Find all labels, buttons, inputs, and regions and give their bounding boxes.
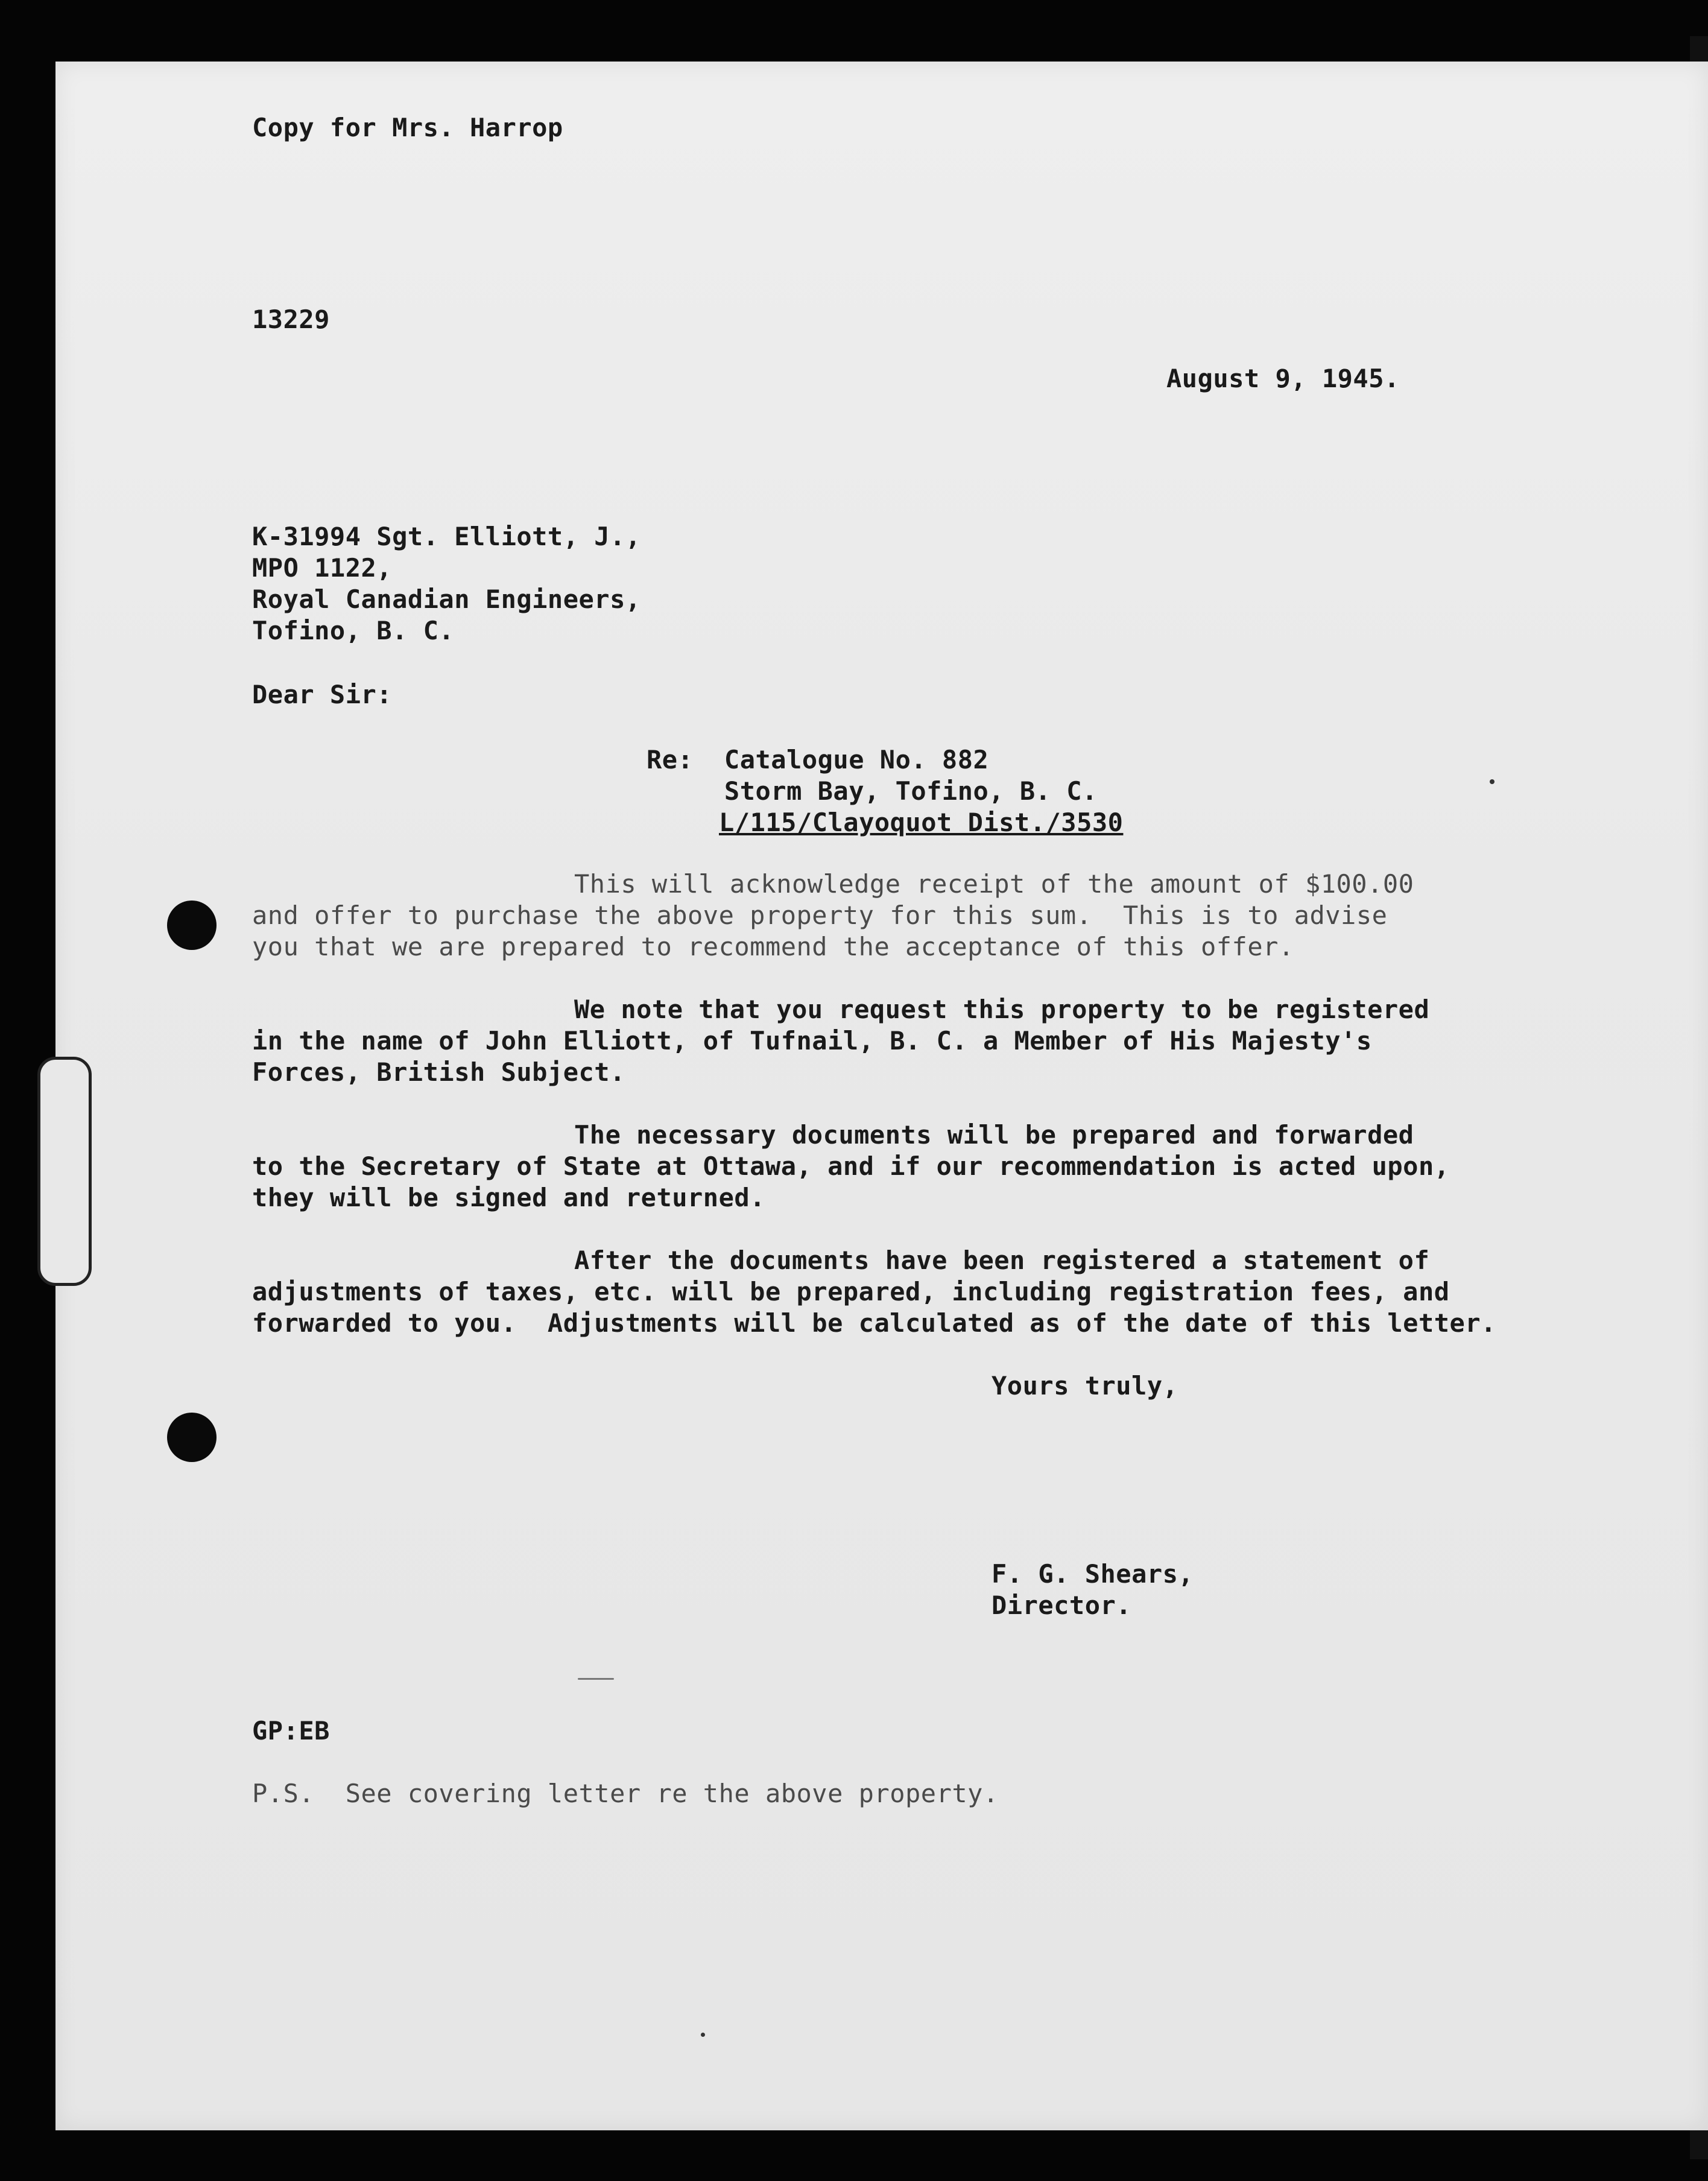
body-line: and offer to purchase the above property for this sum. This is to advise	[252, 901, 1388, 930]
binder-tab	[37, 1057, 92, 1286]
recipient-line: Tofino, B. C.	[252, 616, 455, 645]
paper-speck	[701, 2033, 705, 2037]
body-line: We note that you request this property to be registered	[574, 995, 1430, 1024]
postscript: P.S. See covering letter re the above property.	[252, 1779, 999, 1808]
reference-file-line: L/115/Clayoquot Dist./3530	[719, 808, 1124, 837]
copy-note: Copy for Mrs. Harrop	[252, 113, 563, 142]
reference-line: Re: Catalogue No. 882	[647, 745, 989, 774]
body-line: forwarded to you. Adjustments will be calculated as of the date of this letter.	[252, 1308, 1496, 1338]
body-line: The necessary documents will be prepared and forwarded	[574, 1120, 1414, 1150]
letter-date: August 9, 1945.	[1166, 364, 1400, 393]
recipient-line: K-31994 Sgt. Elliott, J.,	[252, 522, 641, 551]
paper-mark	[578, 1678, 614, 1680]
body-line: adjustments of taxes, etc. will be prepared, including registration fees, and	[252, 1277, 1450, 1306]
body-line: Forces, British Subject.	[252, 1057, 625, 1087]
recipient-line: Royal Canadian Engineers,	[252, 584, 641, 614]
signatory-title: Director.	[992, 1591, 1132, 1620]
body-line: After the documents have been registered a statement of	[574, 1246, 1430, 1275]
signatory-name: F. G. Shears,	[992, 1559, 1194, 1589]
letter-page	[55, 62, 1708, 2130]
body-line: in the name of John Elliott, of Tufnail, B. C. a Member of His Majesty's	[252, 1026, 1372, 1056]
body-line: to the Secretary of State at Ottawa, and if our recommendation is acted upon,	[252, 1151, 1450, 1181]
file-number: 13229	[252, 305, 330, 334]
reference-line: Storm Bay, Tofino, B. C.	[647, 776, 1098, 806]
body-line: This will acknowledge receipt of the amount of $100.00	[574, 869, 1414, 899]
punch-hole-top	[167, 901, 217, 950]
punch-hole-bottom	[167, 1413, 217, 1462]
salutation: Dear Sir:	[252, 680, 393, 709]
body-line: you that we are prepared to recommend the acceptance of this offer.	[252, 932, 1294, 961]
recipient-line: MPO 1122,	[252, 553, 393, 583]
typist-initials: GP:EB	[252, 1716, 330, 1746]
closing: Yours truly,	[992, 1371, 1178, 1401]
paper-speck	[1490, 779, 1494, 784]
body-line: they will be signed and returned.	[252, 1183, 765, 1212]
